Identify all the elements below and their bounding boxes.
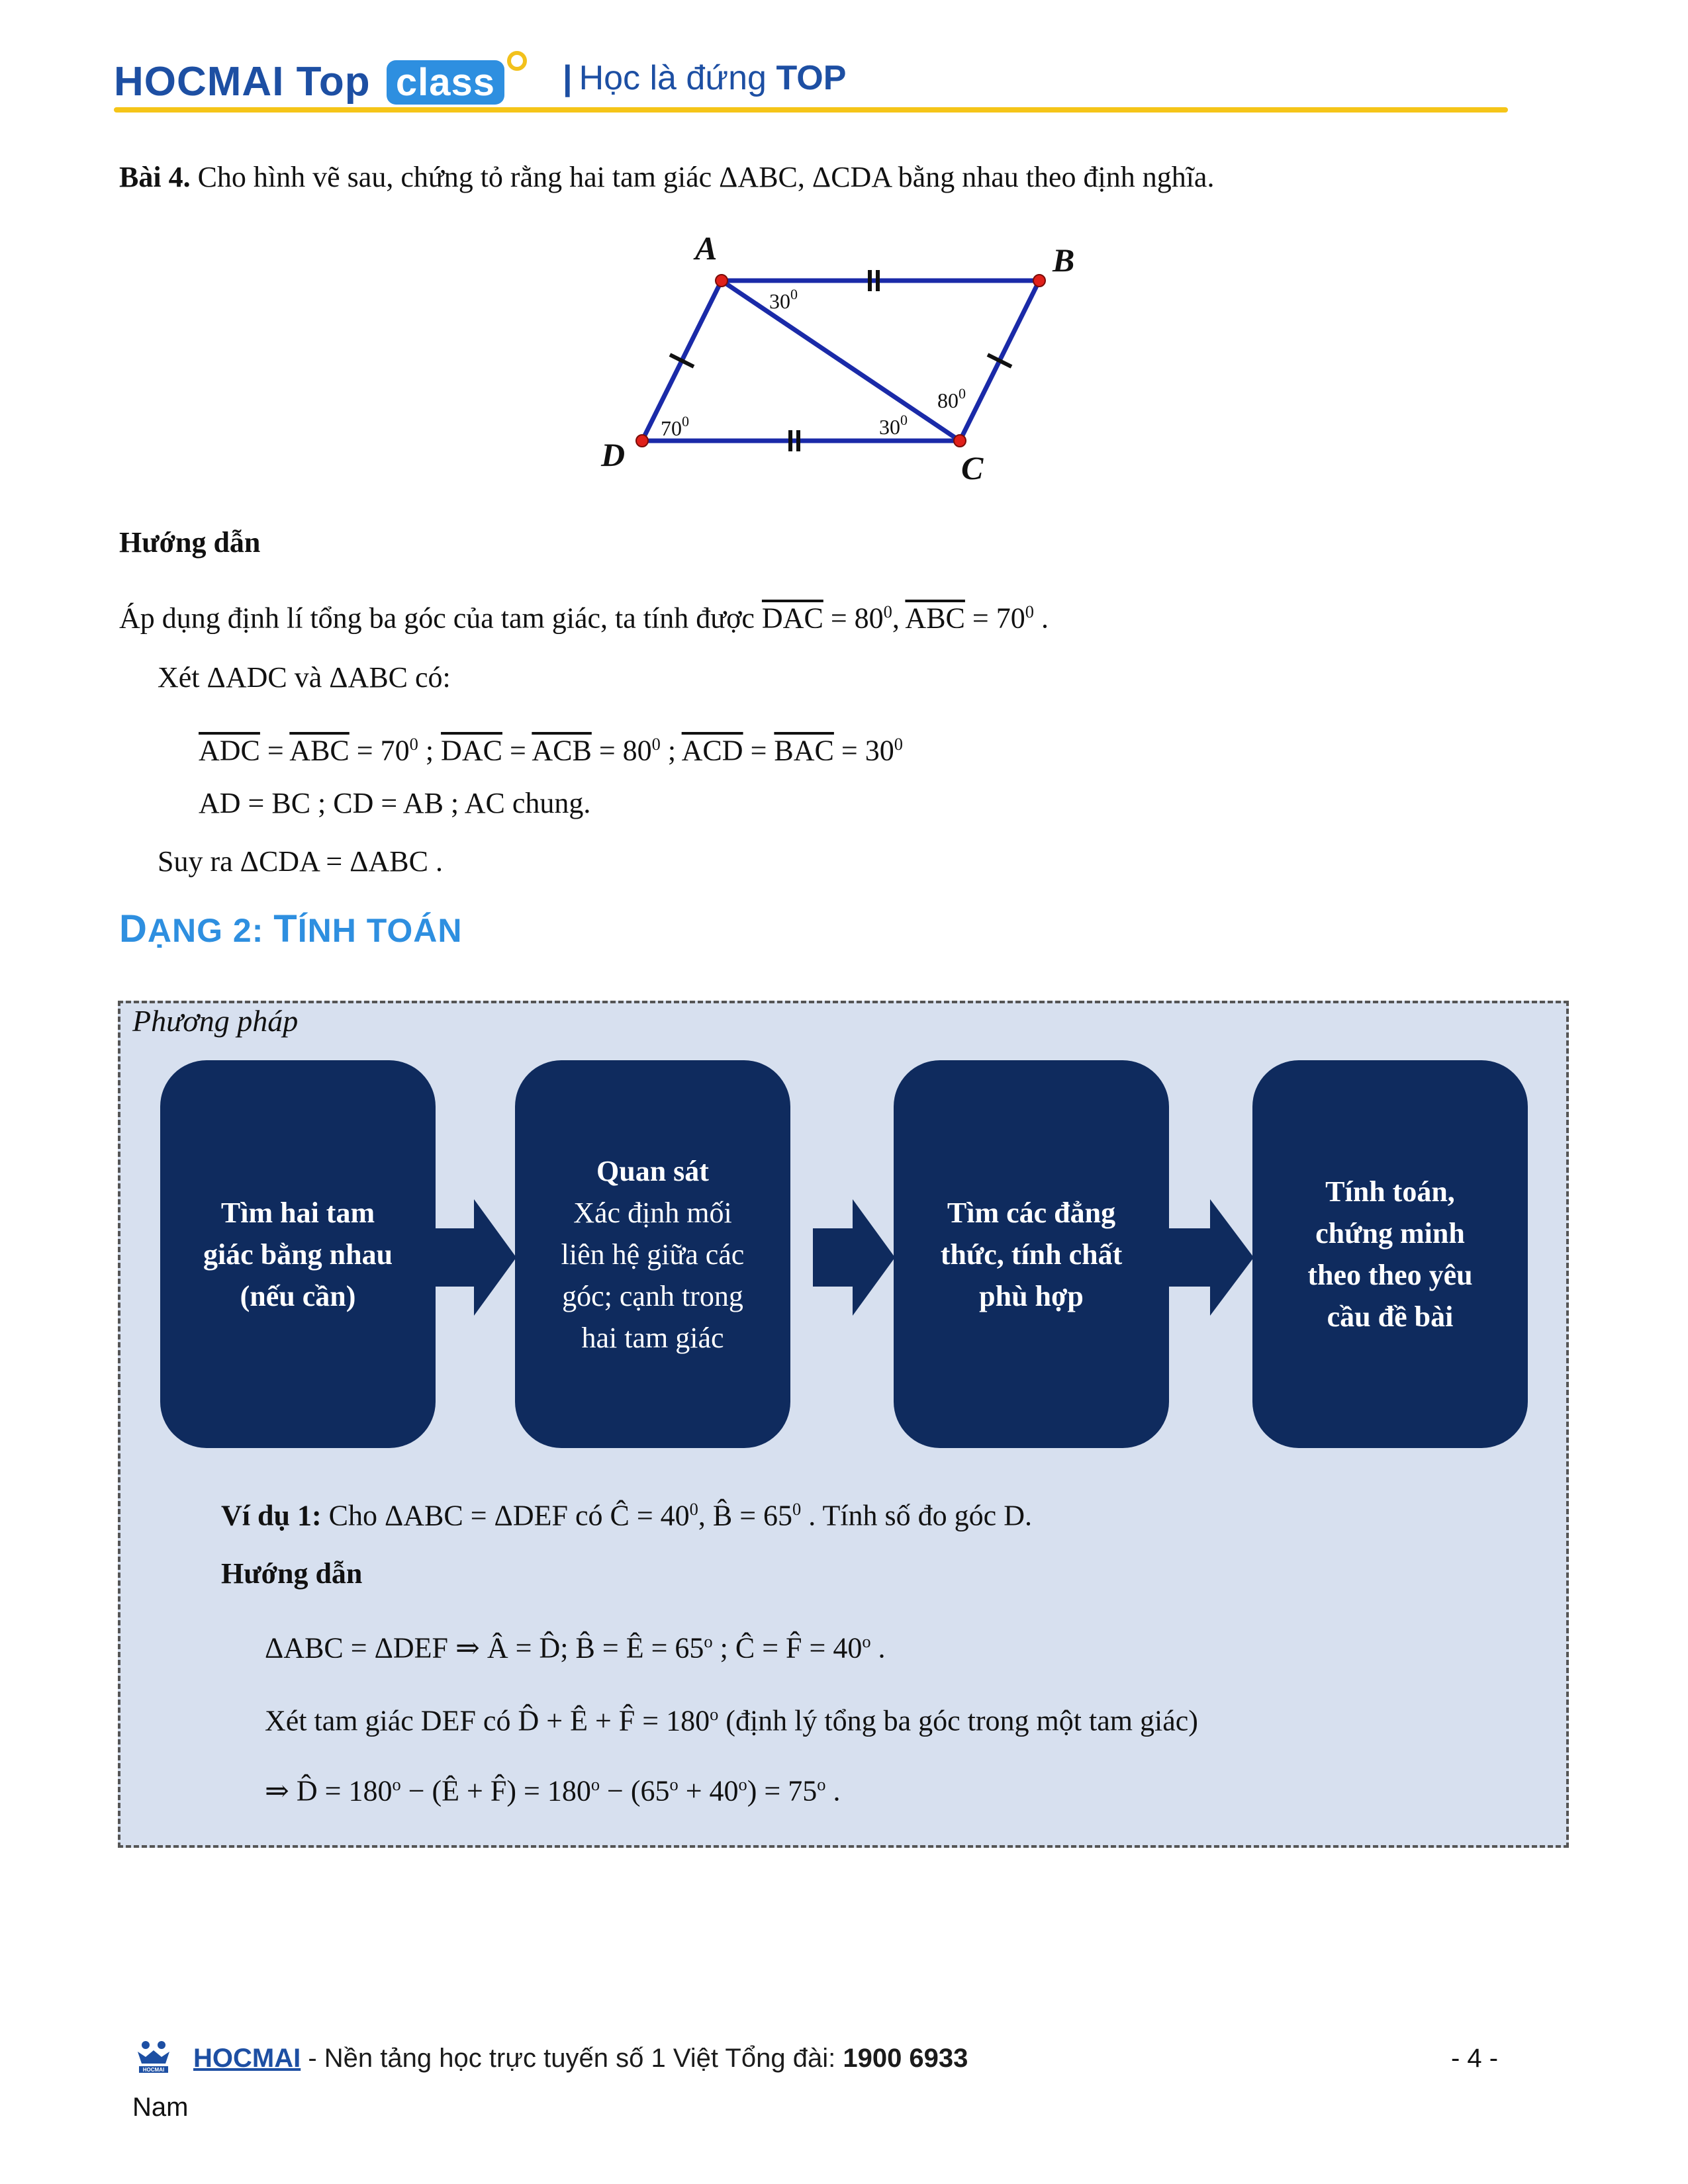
label-d: D <box>601 436 626 473</box>
example-line: Ví dụ 1: Cho ΔABC = ΔDEF có $C = 40^0$, $B = 65^0$ . Tính số đo góc D. <box>221 1499 1032 1532</box>
solution-line-1: Áp dụng định lí tổng ba góc của tam giác, ta tính được $\overline{DAC} = 80^0$, $\overline{ABC} = 70^0$ . <box>119 602 1049 635</box>
step-4-text: Tính toán, chứng minh theo theo yêu cầu đề bài <box>1307 1175 1473 1333</box>
footer-text: HOCMAI - Nền tảng học trực tuyến số 1 Việt Tổng đài: 1900 6933 <box>193 2044 968 2073</box>
step-3-text: Tìm các đẳng thức, tính chất phù hợp <box>940 1196 1123 1312</box>
example-line-1: ΔABC = ΔDEF ⇒ Â = D̂; B̂ = $E = 65^o$ ; Ĉ = $F = 40^o$ . <box>265 1631 886 1664</box>
logo-small-text: HOCMAI <box>142 2067 165 2073</box>
example-line-2: Xét tam giác DEF có D̂ + Ê + $F = 180^o$ (định lý tổng ba góc trong một tam giác) <box>265 1704 1198 1737</box>
example-huong-dan: Hướng dẫn <box>221 1557 363 1590</box>
step-4-box <box>1252 1060 1528 1448</box>
point-d <box>636 435 648 447</box>
arrow-right-icon <box>813 1199 895 1316</box>
header-divider <box>114 107 1508 113</box>
step-2-box <box>515 1060 790 1448</box>
hocmai-logo-icon <box>132 2037 175 2079</box>
example-line-3: ⇒ $D = 180^o$ − (Ê + F̂) = $180^o - (65^o + 40^o) = 75^o$ . <box>265 1774 841 1807</box>
example-label: Ví dụ 1: <box>221 1499 322 1532</box>
label-b: B <box>1053 242 1075 279</box>
point-b <box>1033 275 1045 287</box>
diagonal-ac <box>722 281 960 441</box>
bai4-label: Bài 4. <box>119 161 191 193</box>
bai4-question <box>119 159 1214 196</box>
tagline-text: Học là đứng <box>579 59 767 97</box>
step-3-box <box>894 1060 1169 1448</box>
logo-class-text: class <box>395 61 496 104</box>
footer-phone: 1900 6933 <box>843 2044 968 2073</box>
angle-c2-label: $80^0$ <box>937 385 966 412</box>
point-c <box>954 435 966 447</box>
footer-brand-link[interactable]: HOCMAI <box>193 2044 301 2073</box>
sun-icon <box>507 51 527 71</box>
header-tagline: | Học là đứng TOP <box>563 59 847 97</box>
label-a: A <box>695 230 718 267</box>
solution-line-2: Xét ΔADC và ΔABC có: <box>158 661 451 694</box>
logo-class-badge <box>387 60 504 105</box>
page-number: - 4 - <box>1451 2044 1499 2073</box>
tagline-top: TOP <box>776 59 847 97</box>
huong-dan-heading: Hướng dẫn <box>119 526 261 559</box>
header-logo <box>114 58 504 105</box>
angle-d-label: $70^0$ <box>661 413 689 440</box>
solution-line-4: AD = BC ; CD = AB ; AC chung. <box>199 787 591 819</box>
arrow-right-icon <box>436 1199 516 1316</box>
method-title: Phương pháp <box>132 1004 299 1038</box>
logo-top-text: Top <box>296 59 371 105</box>
bai4-text: Cho hình vẽ sau, chứng tỏ rằng hai tam giác ΔABC, ΔCDA bằng nhau theo định nghĩa. <box>197 161 1215 193</box>
step-2-title: Quan sát <box>596 1154 709 1187</box>
step-1-text: Tìm hai tam giác bằng nhau (nếu cần) <box>203 1196 393 1312</box>
step-1-box <box>160 1060 436 1448</box>
angle-c1-label: $30^0$ <box>879 412 908 439</box>
solution-line-5: Suy ra ΔCDA = ΔABC . <box>158 845 443 878</box>
label-c: C <box>961 449 984 486</box>
arrow-right-icon <box>1169 1199 1254 1316</box>
section-heading: DẠNG 2: TÍNH TOÁN <box>119 907 463 950</box>
point-a <box>716 275 727 287</box>
parallelogram-figure <box>583 225 1086 490</box>
angle-a-label: $30^0$ <box>769 286 798 313</box>
step-2-text: Xác định mối liên hệ giữa các góc; cạnh trong hai tam giác <box>561 1196 745 1354</box>
solution-line-3: $\overline{ADC} = \overline{ABC} = 70^0$ ; $\overline{DAC} = \overline{ACB} = 80^0$ ; $\overline{ACD} = \overline{BAC} = 30^0$ <box>199 734 903 767</box>
logo-hocmai-text: HOCMAI <box>114 59 285 105</box>
footer-nam: Nam <box>132 2093 189 2122</box>
